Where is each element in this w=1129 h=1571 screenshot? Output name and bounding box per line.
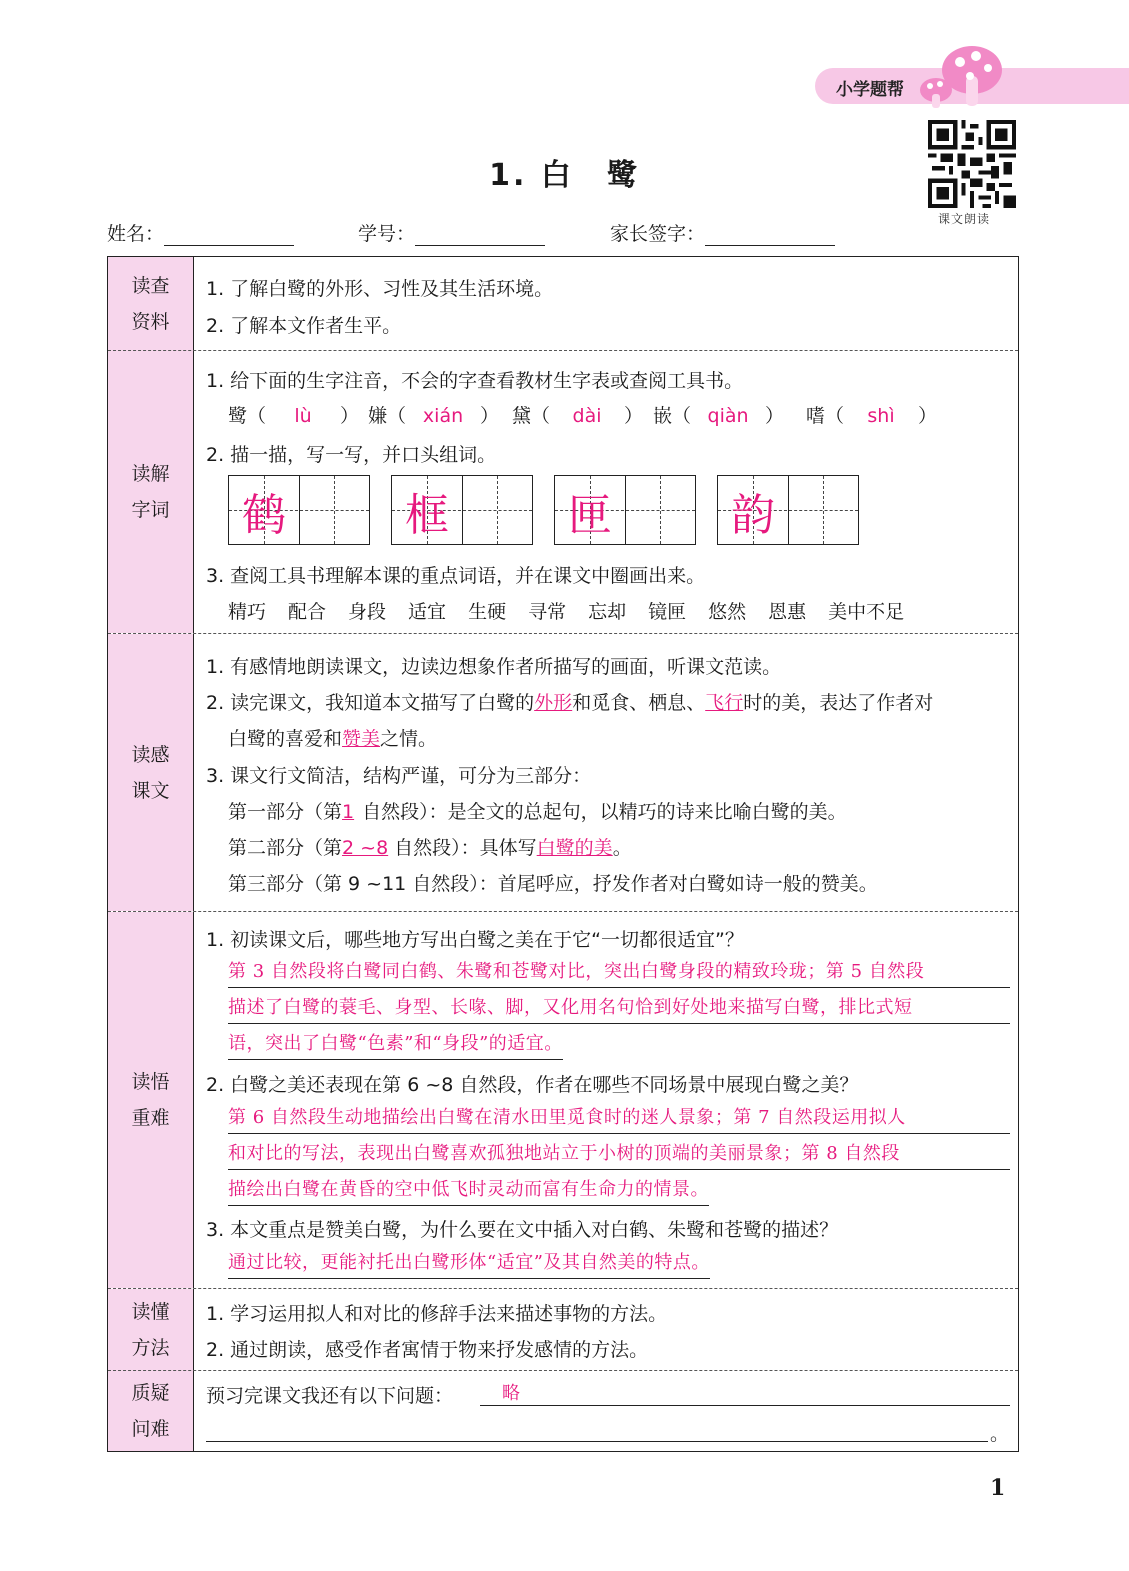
s2-question1: 1. 给下面的生字注音，不会的字查看教材生字表或查阅工具书。 bbox=[206, 370, 744, 392]
pinyin-item: 嵌（ qiàn ） bbox=[653, 405, 785, 427]
question-answer: 略 bbox=[502, 1383, 520, 1404]
number-label: 学号： bbox=[358, 223, 416, 245]
end-mark: 。 bbox=[990, 1423, 1010, 1445]
trace-char: 匣 bbox=[568, 490, 612, 541]
trace-char: 韵 bbox=[731, 490, 775, 541]
word-list: 精巧 配合 身段 适宜 生硬 寻常 忘却 镜匣 悠然 恩惠 美中不足 bbox=[228, 601, 905, 623]
s3-part1: 第一部分（第1 自然段）：是全文的总起句，以精巧的诗来比喻白鹭的美。 bbox=[228, 801, 847, 823]
answer-blank[interactable]: 2 ~8 bbox=[342, 837, 389, 859]
s3-line4: 3. 课文行文简洁，结构严谨，可分为三部分： bbox=[206, 765, 592, 787]
s3-line2: 2. 读完课文，我知道本文描写了白鹭的外形和觅食、栖息、飞行时的美，表达了作者对 bbox=[206, 692, 934, 714]
number-blank[interactable] bbox=[415, 225, 545, 246]
s6-prompt: 预习完课文我还有以下问题： bbox=[206, 1385, 454, 1407]
writing-grid[interactable] bbox=[391, 475, 533, 545]
section-label-methods: 读懂 方法 bbox=[108, 1289, 194, 1371]
answer-line[interactable]: 语，突出了白鹭“色素”和“身段”的适宜。 bbox=[228, 1029, 563, 1060]
name-field[interactable] bbox=[107, 219, 294, 246]
page-title: 1. 白 鹭 bbox=[489, 158, 640, 193]
s3-line3: 白鹭的喜爱和赞美之情。 bbox=[228, 728, 438, 750]
answer-line[interactable]: 和对比的写法，表现出白鹭喜欢孤独地站立于小树的顶端的美丽景象；第 8 自然段 bbox=[228, 1139, 1010, 1170]
answer-line[interactable]: 第 3 自然段将白鹭同白鹤、朱鹭和苍鹭对比，突出白鹭身段的精致玲珑；第 5 自然段 bbox=[228, 957, 1010, 988]
divider bbox=[108, 1370, 1018, 1371]
pinyin-answer[interactable]: dài bbox=[572, 405, 602, 427]
divider bbox=[108, 1288, 1018, 1289]
writing-grid[interactable] bbox=[554, 475, 696, 545]
divider bbox=[108, 350, 1018, 351]
s1-line1: 1. 了解白鹭的外形、习性及其生活环境。 bbox=[206, 278, 554, 300]
s4-question3: 3. 本文重点是赞美白鹭，为什么要在文中插入对白鹤、朱鹭和苍鹭的描述？ bbox=[206, 1219, 839, 1241]
trace-char: 框 bbox=[405, 490, 449, 541]
name-blank[interactable] bbox=[164, 225, 294, 246]
pinyin-answer[interactable]: qiàn bbox=[707, 405, 749, 427]
pinyin-answer[interactable]: xián bbox=[422, 405, 464, 427]
section-label-reading-materials: 读查 资料 bbox=[108, 257, 194, 351]
writing-grid[interactable] bbox=[717, 475, 859, 545]
signature-blank[interactable] bbox=[705, 225, 835, 246]
answer-blank[interactable]: 白鹭的美 bbox=[536, 837, 613, 859]
answer-line[interactable]: 第 6 自然段生动地描绘出白鹭在清水田里觅食时的迷人景象；第 7 自然段运用拟人 bbox=[228, 1103, 1010, 1134]
s3-part3: 第三部分（第 9 ~11 自然段）：首尾呼应，抒发作者对白鹭如诗一般的赞美。 bbox=[228, 873, 878, 895]
page-number: 1 bbox=[990, 1475, 1006, 1501]
divider bbox=[108, 911, 1018, 912]
s2-question2: 2. 描一描，写一写，并口头组词。 bbox=[206, 444, 497, 466]
s2-question3: 3. 查阅工具书理解本课的重点词语，并在课文中圈画出来。 bbox=[206, 565, 706, 587]
pinyin-item: 黛（ dài ） bbox=[512, 405, 644, 427]
answer-blank[interactable]: 外形 bbox=[534, 692, 573, 714]
answer-line[interactable]: 描绘出白鹭在黄昏的空中低飞时灵动而富有生命力的情景。 bbox=[228, 1175, 709, 1206]
section-label-vocabulary: 读解 字词 bbox=[108, 351, 194, 633]
question-blank-2[interactable] bbox=[206, 1417, 988, 1442]
s4-question2: 2. 白鹭之美还表现在第 6 ~8 自然段，作者在哪些不同场景中展现白鹭之美？ bbox=[206, 1074, 859, 1096]
section-label-reading-text: 读感 课文 bbox=[108, 634, 194, 911]
brand-label: 小学题帮 bbox=[836, 80, 904, 100]
pinyin-item: 嗜（ shì ） bbox=[806, 405, 938, 427]
answer-line[interactable]: 通过比较，更能衬托出白鹭形体“适宜”及其自然美的特点。 bbox=[228, 1248, 710, 1279]
section-label-questions: 质疑 问难 bbox=[108, 1371, 194, 1451]
answer-blank[interactable]: 赞美 bbox=[342, 728, 381, 750]
parent-label: 家长签字： bbox=[610, 223, 706, 245]
mushroom-icon bbox=[912, 42, 1004, 108]
section-label-key-points: 读悟 重难 bbox=[108, 912, 194, 1288]
pinyin-answer[interactable]: shì bbox=[867, 405, 895, 427]
s3-part2: 第二部分（第2 ~8 自然段）：具体写白鹭的美。 bbox=[228, 837, 632, 859]
pinyin-item: 嫌（ xián ） bbox=[368, 405, 500, 427]
divider bbox=[108, 633, 1018, 634]
worksheet-table bbox=[107, 256, 1019, 1452]
s5-line2: 2. 通过朗读，感受作者寓情于物来抒发感情的方法。 bbox=[206, 1339, 649, 1361]
question-blank-1[interactable] bbox=[480, 1379, 1010, 1406]
parent-signature-field[interactable] bbox=[610, 219, 835, 246]
writing-grid[interactable] bbox=[228, 475, 370, 545]
trace-char: 鹤 bbox=[242, 490, 286, 541]
s3-line1: 1. 有感情地朗读课文，边读边想象作者所描写的画面，听课文范读。 bbox=[206, 656, 782, 678]
pinyin-item: 鹭（ lù ） bbox=[228, 405, 360, 427]
qr-caption: 课文朗读 bbox=[938, 212, 991, 226]
number-field[interactable] bbox=[358, 219, 545, 246]
answer-blank[interactable]: 1 bbox=[342, 801, 355, 823]
s5-line1: 1. 学习运用拟人和对比的修辞手法来描述事物的方法。 bbox=[206, 1303, 668, 1325]
s1-line2: 2. 了解本文作者生平。 bbox=[206, 315, 402, 337]
answer-line[interactable]: 描述了白鹭的蓑毛、身型、长喙、脚，又化用名句恰到好处地来描写白鹭，排比式短 bbox=[228, 993, 1010, 1024]
pinyin-answer[interactable]: lù bbox=[294, 405, 312, 427]
answer-blank[interactable]: 飞行 bbox=[705, 692, 744, 714]
name-label: 姓名： bbox=[107, 223, 165, 245]
s4-question1: 1. 初读课文后，哪些地方写出白鹭之美在于它“一切都很适宜”？ bbox=[206, 929, 744, 951]
